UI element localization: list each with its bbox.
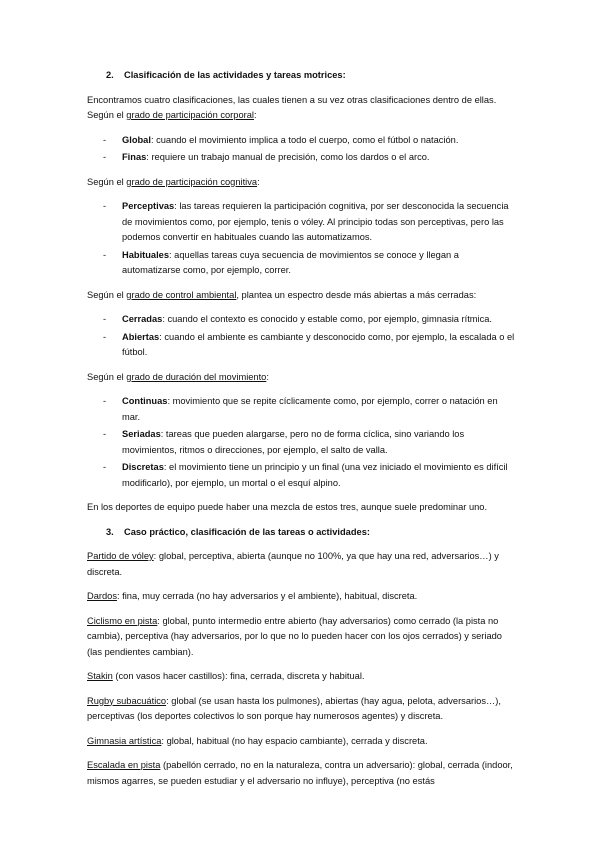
dash-bullet: - xyxy=(103,249,107,260)
case-text: : global, perceptiva, abierta (aunque no 100%, ya que hay una red, adversarios…) y discreta. xyxy=(87,551,499,577)
list-text: : movimiento que se repite cíclicamente como, por ejemplo, correr o natación en mar. xyxy=(122,396,498,422)
list-term: Discretas xyxy=(122,462,164,472)
dash-bullet: - xyxy=(103,331,107,342)
dash-bullet: - xyxy=(103,201,107,211)
environment-paragraph xyxy=(87,288,517,304)
dash-bullet: - xyxy=(103,429,107,439)
dash-bullet: - xyxy=(103,462,107,472)
list-text: : cuando el movimiento implica a todo el cuerpo, como el fútbol o natación. xyxy=(150,134,459,145)
case-name: Stakin xyxy=(87,671,113,681)
list-item xyxy=(87,312,517,328)
section-2-heading xyxy=(87,68,517,84)
underlined-term: grado de control ambiental xyxy=(126,289,237,300)
case-text: (con vasos hacer castillos): fina, cerrada, discreta y habitual. xyxy=(112,671,365,681)
list-term: Finas xyxy=(122,152,147,162)
case-name: Rugby subacuático xyxy=(87,695,167,706)
dash-bullet: - xyxy=(103,134,107,145)
para-text: Según el xyxy=(87,371,127,382)
section-title: Clasificación de las actividades y tareas motrices: xyxy=(124,70,346,80)
list-text: : cuando el ambiente es cambiante y desconocido como, por ejemplo, la escalada o el fútbol. xyxy=(122,331,515,357)
document-page xyxy=(87,68,517,798)
para-text: Según el xyxy=(87,289,127,300)
list-item xyxy=(87,460,517,491)
section-title: Caso práctico, clasificación de las tareas o actividades: xyxy=(124,526,370,537)
list-item xyxy=(87,133,517,149)
list-term: Perceptivas xyxy=(122,201,175,211)
dash-bullet: - xyxy=(103,396,107,406)
list-text: : el movimiento tiene un principio y un final (una vez iniciado el movimiento es difícil modificarlo), por ejemplo, un mortal o el esquí alpino. xyxy=(122,462,508,488)
case-item xyxy=(87,589,517,605)
dash-bullet: - xyxy=(103,314,107,324)
list-text: : aquellas tareas cuya secuencia de movimientos se conoce y llegan a automatizarse como, por ejemplo, correr. xyxy=(122,249,459,275)
case-name: Ciclismo en pista xyxy=(87,615,158,626)
case-text: : global, punto intermedio entre abierto (hay adversarios) como cerrado (la pista no cambia), perceptiva (hay adversarios, por lo que no lo pueden hacer con los ojos cerrados) y seriado (las pendientes cambian). xyxy=(87,615,502,657)
list-item xyxy=(87,427,517,458)
list-text: : requiere un trabajo manual de precisión, como los dardos o el arco. xyxy=(146,152,430,162)
underlined-term: grado de participación corporal xyxy=(126,110,254,120)
intro-end: : xyxy=(253,110,257,120)
list-term: Abiertas xyxy=(122,331,160,342)
section-number: 3. xyxy=(106,526,114,537)
cognitive-paragraph xyxy=(87,175,517,191)
corporal-list xyxy=(87,133,517,166)
list-text: : las tareas requieren la participación cognitiva, por ser desconocida la secuencia de movimientos como, por ejemplo, tenis o vóley. Al principio todas son perceptivas, pero las podemos convertir en habituales cuando las automatizamos. xyxy=(122,201,509,242)
intro-paragraph xyxy=(87,93,517,124)
list-term: Global xyxy=(122,134,151,145)
duration-list xyxy=(87,394,517,491)
list-item xyxy=(87,199,517,246)
environment-list xyxy=(87,312,517,361)
underlined-term: grado de duración del movimiento xyxy=(126,371,267,382)
list-text: : cuando el contexto es conocido y estable como, por ejemplo, gimnasia rítmica. xyxy=(162,314,493,324)
list-term: Habituales xyxy=(122,249,170,260)
list-item xyxy=(87,150,517,166)
duration-paragraph xyxy=(87,370,517,386)
case-item xyxy=(87,614,517,661)
list-term: Continuas xyxy=(122,396,168,406)
case-text: : global, habitual (no hay espacio cambiante), cerrada y discreta. xyxy=(161,735,428,746)
case-text: : global (se usan hasta los pulmones), abiertas (hay agua, pelota, adversarios…), perceptivas (los deportes colectivos lo son porque hay numerosos agentes) y discreta. xyxy=(87,695,501,721)
cognitive-list xyxy=(87,199,517,279)
case-item xyxy=(87,669,517,685)
list-term: Seriadas xyxy=(122,429,161,439)
case-name: Escalada en pista xyxy=(87,760,161,770)
case-name: Dardos xyxy=(87,591,117,601)
case-item xyxy=(87,734,517,750)
case-name: Partido de vóley xyxy=(87,551,154,561)
list-item xyxy=(87,248,517,279)
list-text: : tareas que pueden alargarse, pero no de forma cíclica, sino variando los movimientos, ritmos o direcciones, por ejemplo, el salto de valla. xyxy=(122,429,465,455)
para-text: : xyxy=(257,176,260,187)
para-text: Según el xyxy=(87,176,127,187)
section-number: 2. xyxy=(106,70,114,80)
case-name: Gimnasia artística xyxy=(87,735,162,746)
team-note: En los deportes de equipo puede haber una mezcla de estos tres, aunque suele predominar uno. xyxy=(87,502,488,512)
case-item xyxy=(87,549,517,580)
intro-text: Encontramos cuatro clasificaciones, las cuales tienen a su vez otras clasificaciones dentro de ellas. Según el xyxy=(87,94,497,120)
case-item xyxy=(87,758,517,789)
dash-bullet: - xyxy=(103,152,107,162)
case-item xyxy=(87,694,517,725)
section-3-heading xyxy=(87,525,517,541)
para-text: : xyxy=(266,371,269,382)
case-text: : fina, muy cerrada (no hay adversarios y el ambiente), habitual, discreta. xyxy=(116,591,418,601)
para-text: , plantea un espectro desde más abiertas a más cerradas: xyxy=(236,289,477,300)
case-text: (pabellón cerrado, no en la naturaleza, contra un adversario): global, cerrada (indoor, mismos agarres, se pueden estudiar y el adversario no influye), perceptiva (no estás xyxy=(87,760,513,786)
underlined-term: grado de participación cognitiva xyxy=(126,176,258,187)
list-item xyxy=(87,330,517,361)
list-term: Cerradas xyxy=(122,314,163,324)
list-item xyxy=(87,394,517,425)
